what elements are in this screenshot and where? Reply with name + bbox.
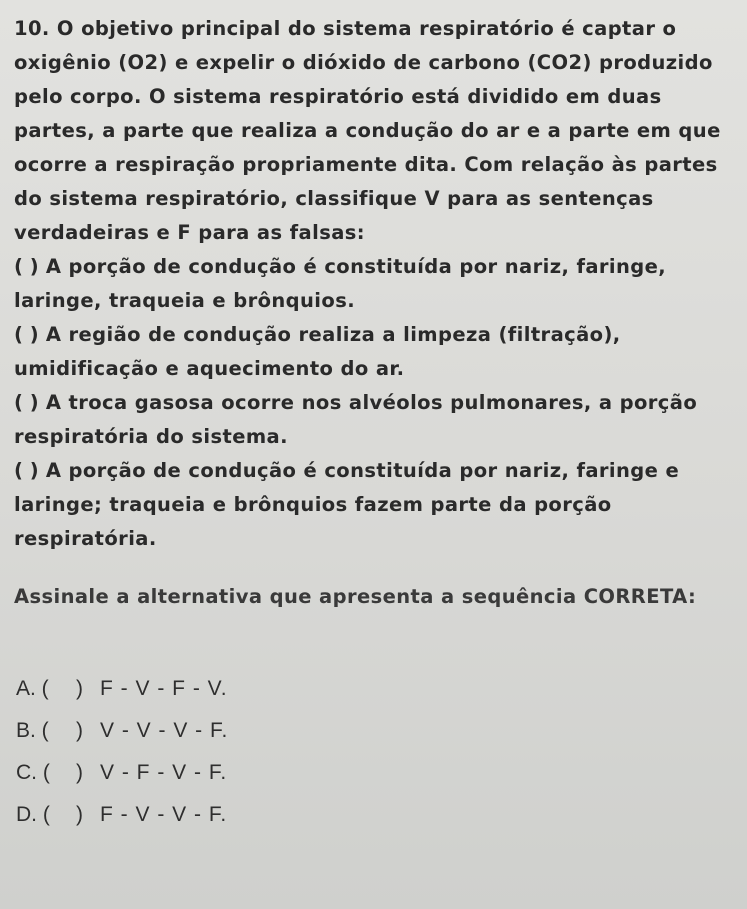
statement-text: A porção de condução é constituída por nariz, faringe e laringe; traqueia e brônquios fazem parte da porção respiratória. [14,459,680,550]
statement-paren[interactable]: ( ) [14,255,39,278]
question-intro: 10. O objetivo principal do sistema respiratório é captar o oxigênio (O2) e expelir o dióxido de carbono (CO2) produzido pelo corpo. O sistema respiratório está dividido em duas partes, a parte que realiza a condução do ar e a parte em que ocorre a respiração propriamente dita. Com relação às partes do sistema respiratório, classifique V para as sentenças verdadeiras e F para as falsas: [14,17,721,244]
statement-paren[interactable]: ( ) [14,459,39,482]
option-letter: D. ( [16,803,50,826]
option-letter: C. ( [16,761,50,784]
statement-1 [14,250,739,318]
statement-text: A troca gasosa ocorre nos alvéolos pulmonares, a porção respiratória do sistema. [14,391,698,448]
statement-2 [14,318,739,386]
option-close-paren: ) [76,803,83,826]
statement-text: A região de condução realiza a limpeza (filtração), umidificação e aquecimento do ar. [14,323,621,380]
option-sequence: V - V - V - F. [100,719,229,742]
option-a[interactable] [16,668,416,710]
instruction: Assinale a alternativa que apresenta a sequência CORRETA: [14,585,697,608]
statement-paren[interactable]: ( ) [14,391,39,414]
option-letter: A. ( [16,677,49,700]
option-close-paren: ) [76,719,83,742]
statement-3 [14,386,739,454]
option-sequence: V - F - V - F. [100,761,228,784]
statement-paren[interactable]: ( ) [14,323,39,346]
statement-4 [14,454,739,556]
option-sequence: F - V - F - V. [100,677,228,700]
question-block [14,12,739,556]
statement-text: A porção de condução é constituída por nariz, faringe, laringe, traqueia e brônquios. [14,255,667,312]
option-c[interactable] [16,752,416,794]
option-close-paren: ) [76,677,83,700]
option-close-paren: ) [76,761,83,784]
option-letter: B. ( [16,719,49,742]
option-sequence: F - V - V - F. [100,803,228,826]
option-b[interactable] [16,710,416,752]
option-d[interactable] [16,794,416,836]
answer-options [16,668,416,836]
